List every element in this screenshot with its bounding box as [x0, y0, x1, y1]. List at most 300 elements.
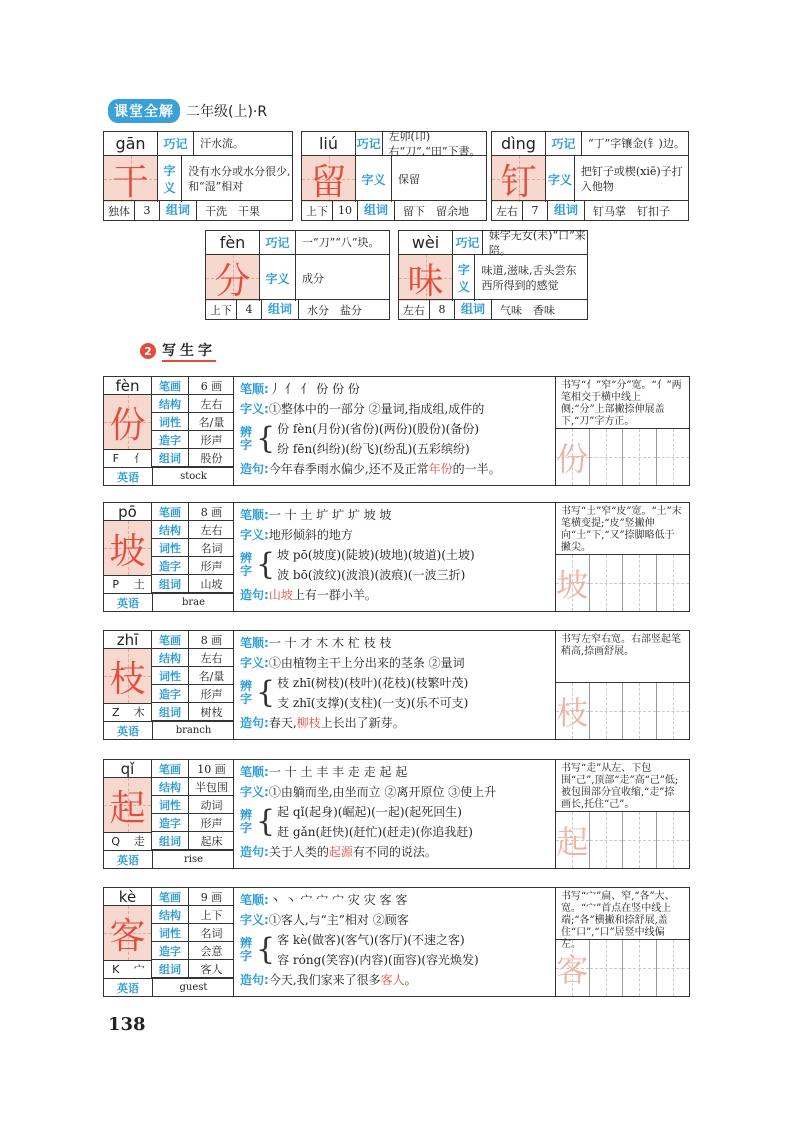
card-left	[104, 631, 234, 739]
qiaoji-label: 巧记	[158, 132, 194, 155]
character-glyph: 坡	[109, 530, 146, 572]
character-glyph: 客	[109, 915, 146, 957]
pinyin: dìng	[492, 132, 546, 156]
zaozi-label: 造字	[152, 942, 189, 959]
zuci-label: 组词	[152, 832, 189, 849]
english-word: stock	[180, 471, 207, 482]
english-label: 英语	[104, 468, 153, 485]
radical-box	[104, 832, 152, 850]
english-row	[104, 850, 234, 868]
char-card	[205, 230, 390, 320]
card-right	[556, 503, 689, 611]
character-glyph: 留	[310, 161, 347, 203]
char-card	[398, 230, 588, 320]
structure: 左右	[200, 397, 223, 411]
zuci-text: 干洗 干果	[205, 204, 260, 218]
bishun-label: 笔顺:	[240, 636, 269, 650]
radical-box	[104, 703, 152, 721]
zuci-label: 组词	[262, 300, 299, 319]
sentence-a: 关于人类的	[268, 845, 329, 859]
jiegou-label: 结构	[152, 395, 189, 412]
radical-letter: Q	[111, 835, 121, 848]
english-word: rise	[183, 854, 204, 865]
writing-tip: 书写“宀”扁、窄,“各”大、宽。“宀”首点在竖中线上端;“各”横撇和捺舒展,盖住“口”,“口”居竖中线偏左。	[556, 888, 689, 940]
practice-cell[interactable]	[590, 940, 624, 996]
strokes: 4	[236, 300, 262, 319]
ziyi-label: 字义	[546, 156, 575, 202]
distinguish-line-2: 纷 fēn(纠纷)(纷飞)(纷乱)(五彩缤纷)	[277, 442, 470, 456]
char-card	[103, 131, 293, 221]
pinyin: fèn	[104, 377, 152, 395]
radical: 走	[133, 835, 145, 848]
zuci-text: 山坡	[200, 577, 223, 591]
strokes: 8	[429, 300, 455, 319]
character	[104, 395, 152, 449]
structure: 左右	[200, 651, 223, 665]
radical: 宀	[133, 963, 145, 976]
ziyi-text: 味道,滋味,舌头尝东西所得到的感觉	[481, 264, 577, 292]
meaning-text: 地形倾斜的地方	[268, 528, 353, 542]
card-left	[104, 503, 234, 611]
grade-label: 二年级(上)·R	[186, 104, 268, 120]
ziyi-label: 字义:	[240, 785, 269, 799]
stroke-order	[240, 890, 549, 910]
sentence-a: 今天,我们家来了很多	[268, 973, 381, 987]
sentence-b: 上长出了新芽。	[320, 716, 405, 730]
structure: 左右	[403, 303, 425, 317]
stroke-order-text: 丿 亻 亻 份 份 份	[268, 382, 360, 396]
radical-letter: P	[112, 578, 120, 591]
practice-cell[interactable]	[623, 940, 657, 996]
distinguish-line-1: 枝 zhī(树枝)(枝叶)(花枝)(枝繁叶茂)	[277, 676, 469, 690]
card-left	[104, 888, 234, 996]
pinyin: fèn	[206, 231, 260, 255]
formation: 形声	[200, 687, 223, 701]
qiaoji-row	[453, 228, 587, 257]
zuci-label: 组词	[160, 201, 197, 220]
trace-char: 枝	[556, 694, 589, 732]
zuci-label: 组词	[152, 703, 189, 720]
radical-letter: Z	[111, 706, 120, 719]
formation: 形声	[200, 433, 223, 447]
writing-tip: 书写“土”窄“皮”宽。“土”末笔横变提;“皮”竖撇伸向“土”下,“又”捺脚略低于撇尖。	[556, 503, 689, 555]
meaning-text: ①由躺而坐,由坐而立 ②离开原位 ③使上升	[268, 785, 497, 799]
sentence-b: 上有一群小羊。	[292, 588, 377, 602]
bishun-label: 笔顺:	[240, 765, 269, 779]
stroke-order	[240, 762, 549, 782]
card-right	[556, 760, 689, 868]
trace-char: 客	[556, 951, 589, 989]
practice-cell[interactable]	[556, 683, 590, 739]
character-glyph: 枝	[109, 658, 146, 700]
sentence	[240, 459, 549, 479]
distinguish-line-1: 份 fèn(月份)(省份)(两份)(股份)(备份)	[277, 422, 479, 436]
strokes: 7	[522, 201, 548, 220]
zuci-text: 水分 盐分	[307, 303, 362, 317]
english-label: 英语	[104, 722, 153, 739]
stroke-order	[240, 505, 549, 525]
qiaoji-row	[158, 132, 292, 156]
zuci-text: 气味 香味	[500, 303, 555, 317]
jiegou-label: 结构	[152, 778, 189, 795]
ziyi-text: 保留	[398, 172, 420, 186]
writing-card	[103, 887, 690, 997]
character	[104, 649, 152, 703]
distinguish-line-1: 起 qǐ(起身)(崛起)(一起)(起死回生)	[277, 805, 462, 819]
zaoju-label: 造句:	[240, 588, 269, 602]
english-row	[104, 978, 234, 996]
sentence-b: 。	[404, 973, 417, 987]
pinyin: wèi	[399, 231, 453, 255]
ziyi-label: 字义	[356, 156, 392, 202]
writing-card	[103, 630, 690, 740]
structure: 左右	[200, 523, 223, 537]
zuci-label: 组词	[548, 201, 585, 220]
character	[104, 778, 152, 832]
pinyin: gān	[104, 132, 158, 156]
formation: 形声	[200, 816, 223, 830]
writing-tip: 书写“走”从左、下包围“己”,顶部“走”高“己”低;被包围部分宜收缩,“走”捺画长,托住“己”。	[556, 760, 689, 812]
qiaoji-label: 巧记	[260, 231, 296, 254]
practice-grid	[556, 940, 689, 996]
brace: {	[256, 421, 276, 456]
character-glyph: 钉	[500, 161, 537, 203]
character-glyph: 份	[109, 404, 146, 446]
practice-cell[interactable]	[590, 555, 624, 611]
sentence	[240, 970, 549, 990]
stroke-order	[240, 633, 549, 653]
practice-cell[interactable]	[657, 555, 690, 611]
practice-cell[interactable]	[623, 429, 657, 485]
meaning-text: ①客人,与“主”相对 ②顾客	[268, 913, 409, 927]
qiaoji-text: 左卯(卬)右“刀”,“田”下書。	[388, 129, 481, 158]
structure: 上下	[200, 908, 223, 922]
strokes: 3	[134, 201, 160, 220]
part-of-speech: 名词	[200, 926, 223, 940]
sentence-b: 的一半。	[452, 462, 501, 476]
radical: 土	[133, 578, 145, 591]
stroke-count: 8 画	[200, 505, 223, 519]
bihua-label: 笔画	[152, 503, 189, 520]
zuci-text: 客人	[200, 962, 223, 976]
zuci-label: 组词	[152, 575, 189, 592]
bianzi-label: 辨字	[240, 679, 253, 706]
meaning-text: ①整体中的一部分 ②量词,指成组,成件的	[268, 402, 485, 416]
bihua-label: 笔画	[152, 377, 189, 394]
pinyin: zhī	[104, 631, 152, 649]
practice-cell[interactable]	[556, 940, 590, 996]
sentence	[240, 585, 549, 605]
distinguish	[240, 802, 549, 842]
bianzi-label: 辨字	[240, 425, 253, 452]
zuci-text: 树枝	[200, 705, 223, 719]
zuci-text: 股份	[200, 451, 223, 465]
zaozi-label: 造字	[152, 557, 189, 574]
character	[492, 156, 546, 202]
zuci-label: 组词	[358, 201, 395, 220]
card-right	[556, 888, 689, 996]
practice-cell[interactable]	[657, 940, 690, 996]
practice-grid	[556, 683, 689, 739]
writing-card	[103, 502, 690, 612]
jiegou-label: 结构	[152, 649, 189, 666]
formation: 会意	[200, 944, 223, 958]
writing-card	[103, 759, 690, 869]
ziyi-label: 字义	[158, 156, 182, 202]
practice-cell[interactable]	[657, 429, 690, 485]
qiaoji-row	[356, 129, 486, 158]
character	[104, 906, 152, 960]
card-middle	[234, 760, 556, 868]
brace: {	[256, 932, 276, 967]
bishun-label: 笔顺:	[240, 382, 269, 396]
practice-cell[interactable]	[556, 555, 590, 611]
character	[206, 255, 260, 301]
qiaoji-text: 汗水流。	[200, 137, 244, 150]
cixing-label: 词性	[152, 796, 189, 813]
qiaoji-label: 巧记	[356, 132, 383, 155]
distinguish-line-1: 客 kè(做客)(客气)(客厅)(不速之客)	[277, 933, 465, 947]
bianzi-label: 辨字	[240, 551, 253, 578]
card-right	[556, 377, 689, 485]
english-row	[104, 593, 234, 611]
sentence-highlight: 年份	[428, 462, 453, 476]
qiaoji-row	[260, 231, 389, 255]
jiegou-label: 结构	[152, 521, 189, 538]
practice-cell[interactable]	[556, 429, 590, 485]
radical: 木	[133, 706, 145, 719]
trace-char: 坡	[556, 566, 589, 604]
practice-grid	[556, 812, 689, 868]
ziyi-label: 字义:	[240, 913, 269, 927]
ziyi-label: 字义:	[240, 402, 269, 416]
ziyi-text: 把钉子或楔(xiē)子打入他物	[580, 165, 683, 193]
structure: 左右	[496, 204, 518, 218]
practice-cell[interactable]	[623, 812, 657, 868]
distinguish	[240, 545, 549, 585]
stroke-order-text: 一 十 土 丰 丰 走 走 起 起	[268, 765, 408, 779]
sentence-highlight: 客人	[380, 973, 405, 987]
practice-cell[interactable]	[590, 683, 624, 739]
english-word: brae	[181, 597, 206, 608]
ziyi-label: 字义	[453, 255, 475, 301]
english-label: 英语	[104, 851, 153, 868]
practice-grid	[556, 429, 689, 485]
ziyi-row	[158, 156, 292, 202]
qiaoji-text: 妹字无女(未)“口”来陪。	[488, 228, 586, 257]
bianzi-label: 辨字	[240, 808, 253, 835]
zuci-label: 组词	[152, 449, 189, 466]
distinguish-line-1: 坡 pō(坡度)(陡坡)(坡地)(坡道)(土坡)	[277, 548, 475, 562]
character	[104, 521, 152, 575]
zaoju-label: 造句:	[240, 716, 269, 730]
writing-tip: 书写左窄右宽。右部竖起笔稍高,捺画舒展。	[556, 631, 689, 683]
bihua-label: 笔画	[152, 760, 189, 777]
trace-char: 起	[556, 823, 589, 861]
zuci-text: 钉马掌 钉扣子	[593, 204, 670, 218]
radical-box	[104, 575, 152, 593]
english-word: guest	[179, 982, 208, 993]
char-card	[491, 131, 689, 221]
meaning-text: ①由植物主干上分出来的茎条 ②量词	[268, 656, 465, 670]
sentence-a: 今年春季雨水偏少,还不及正常	[268, 462, 429, 476]
english-row	[104, 467, 234, 485]
ziyi-row	[546, 156, 688, 202]
zaozi-label: 造字	[152, 685, 189, 702]
radical: 亻	[133, 452, 145, 465]
practice-cell[interactable]	[590, 429, 624, 485]
page-number: 138	[108, 1014, 146, 1035]
stroke-count: 9 画	[200, 890, 223, 904]
ziyi-label: 字义	[260, 255, 296, 301]
pinyin: liú	[302, 132, 356, 156]
practice-cell[interactable]	[657, 812, 690, 868]
structure: 独体	[108, 204, 130, 218]
ziyi-text: 成分	[302, 271, 324, 285]
section-number: 2	[140, 343, 156, 359]
section-title	[140, 340, 216, 362]
practice-cell[interactable]	[657, 683, 690, 739]
zaozi-label: 造字	[152, 814, 189, 831]
structure: 上下	[306, 204, 328, 218]
zaoju-label: 造句:	[240, 462, 269, 476]
qiaoji-text: “丁”字镶金(钅)边。	[588, 137, 685, 150]
distinguish	[240, 673, 549, 713]
writing-card	[103, 376, 690, 486]
attributes	[152, 760, 234, 850]
formation: 形声	[200, 559, 223, 573]
part-of-speech: 名词	[200, 541, 223, 555]
qiaoji-row	[546, 132, 688, 156]
zaozi-label: 造字	[152, 431, 189, 448]
attributes	[152, 888, 234, 978]
distinguish-line-2: 容 róng(笑容)(内容)(面容)(容光焕发)	[277, 953, 479, 967]
english-word: branch	[175, 725, 212, 736]
attributes	[152, 631, 234, 721]
radical-box	[104, 960, 152, 978]
sentence	[240, 842, 549, 862]
sentence-highlight: 柳枝	[296, 716, 321, 730]
practice-cell[interactable]	[590, 812, 624, 868]
ziyi-label: 字义:	[240, 528, 269, 542]
pinyin: kè	[104, 888, 152, 906]
stroke-order-text: 丶 丶 宀 宀 宀 灾 灾 客 客	[268, 893, 408, 907]
english-label: 英语	[104, 979, 153, 996]
pinyin: pō	[104, 503, 152, 521]
zuci-label: 组词	[455, 300, 492, 319]
card-left	[104, 377, 234, 485]
distinguish-line-2: 赶 gǎn(赶快)(赶忙)(赶走)(你追我赶)	[277, 825, 473, 839]
attributes	[152, 503, 234, 593]
ziyi-row	[260, 255, 389, 301]
sentence-highlight: 山坡	[268, 588, 293, 602]
bishun-label: 笔顺:	[240, 893, 269, 907]
practice-cell[interactable]	[623, 683, 657, 739]
distinguish	[240, 930, 549, 970]
character	[302, 156, 356, 202]
radical-letter: K	[112, 963, 120, 976]
meaning	[240, 910, 549, 930]
bihua-label: 笔画	[152, 631, 189, 648]
distinguish-line-2: 波 bō(波纹)(波浪)(波痕)(一波三折)	[277, 568, 466, 582]
trace-char: 份	[556, 440, 589, 478]
stroke-order-text: 一 十 才 木 木 杧 枝 枝	[268, 636, 392, 650]
cixing-label: 词性	[152, 539, 189, 556]
card-middle	[234, 631, 556, 739]
ziyi-text: 没有水分或水分很少,和“湿”相对	[188, 165, 291, 193]
meaning	[240, 525, 549, 545]
sentence-b: 有不同的说法。	[352, 845, 437, 859]
card-middle	[234, 503, 556, 611]
sentence-highlight: 起源	[328, 845, 353, 859]
bishun-label: 笔顺:	[240, 508, 269, 522]
card-left	[104, 760, 234, 868]
card-middle	[234, 888, 556, 996]
stroke-order-text: 一 十 土 圹 圹 圹 坡 坡	[268, 508, 392, 522]
stroke-count: 6 画	[200, 379, 223, 393]
jiegou-label: 结构	[152, 906, 189, 923]
character-glyph: 干	[112, 161, 149, 203]
distinguish	[240, 419, 549, 459]
zaoju-label: 造句:	[240, 845, 269, 859]
qiaoji-label: 巧记	[546, 132, 582, 155]
page-header	[108, 100, 267, 122]
meaning	[240, 399, 549, 419]
character-glyph: 味	[407, 260, 444, 302]
writing-tip: 书写“亻”窄“分”宽。“亻”两笔相交于横中线上侧;“分”上部撇捺伸展盖下,“刀”字方正。	[556, 377, 689, 429]
sentence-a: 春天,	[268, 716, 297, 730]
ziyi-label: 字义:	[240, 656, 269, 670]
distinguish-line-2: 支 zhī(支撑)(支柱)(一支)(乐不可支)	[277, 696, 469, 710]
ziyi-row	[453, 255, 587, 301]
character	[399, 255, 453, 301]
practice-grid	[556, 555, 689, 611]
practice-cell[interactable]	[556, 812, 590, 868]
character	[104, 156, 158, 202]
part-of-speech: 名/量	[198, 669, 225, 683]
english-row	[104, 721, 234, 739]
meaning	[240, 782, 549, 802]
part-of-speech: 名/量	[198, 415, 225, 429]
ziyi-row	[356, 156, 486, 202]
char-card	[301, 131, 487, 221]
character-glyph: 起	[109, 787, 146, 829]
radical-letter: F	[112, 452, 119, 465]
section-title-text: 写生字	[162, 340, 216, 362]
qiaoji-text: 一“刀”“八”块。	[302, 236, 380, 249]
zaoju-label: 造句:	[240, 973, 269, 987]
sentence	[240, 713, 549, 733]
brace: {	[256, 804, 276, 839]
part-of-speech: 动词	[200, 798, 223, 812]
zuci-label: 组词	[152, 960, 189, 977]
character-glyph: 分	[214, 260, 251, 302]
stroke-count: 8 画	[200, 633, 223, 647]
stroke-order	[240, 379, 549, 399]
brace: {	[256, 675, 276, 710]
card-middle	[234, 377, 556, 485]
practice-cell[interactable]	[623, 555, 657, 611]
strokes: 10	[332, 201, 358, 220]
stroke-count: 10 画	[197, 762, 226, 776]
pinyin: qǐ	[104, 760, 152, 778]
brace: {	[256, 547, 276, 582]
attributes	[152, 377, 234, 467]
english-label: 英语	[104, 594, 153, 611]
zuci-text: 起床	[200, 834, 223, 848]
bianzi-label: 辨字	[240, 936, 253, 963]
brand-logo: 课堂全解	[108, 99, 180, 123]
